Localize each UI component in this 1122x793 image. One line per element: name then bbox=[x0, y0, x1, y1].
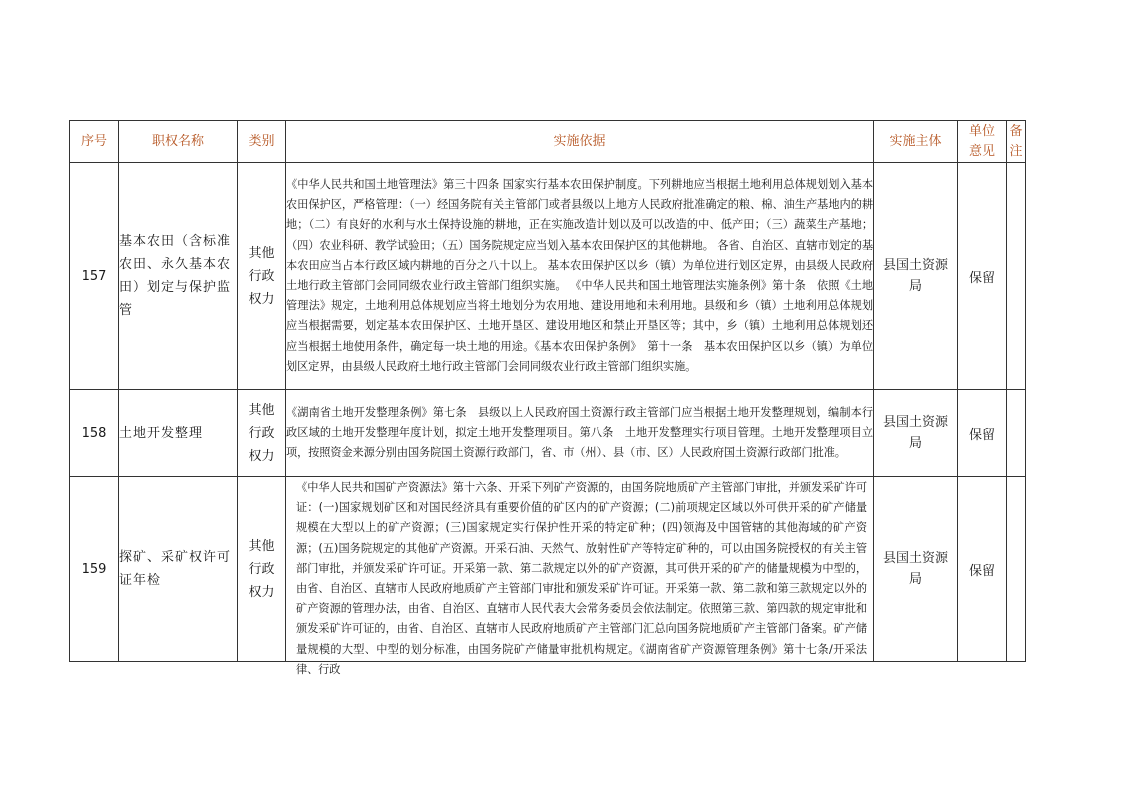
row-subject bbox=[874, 477, 958, 662]
row-basis-text: 《中华人民共和国矿产资源法》第十六条、开采下列矿产资源的，由国务院地质矿产主管部门审批，并颁发采矿许可证：(一)国家规划矿区和对国民经济具有重要价值的矿区内的矿产资源；(二)前项规定区域以外可供开采的矿产储量规模在大型以上的矿产资源；(三)国家规定实行保护性开采的特定矿种；(四)领海及中国管辖的其他海域的矿产资源；(五)国务院规定的其他矿产资源。开采石油、天然气、放射性矿产等特定矿种的，可以由国务院授权的有关主管部门审批，并颁发采矿许可证。开采第一款、第二款规定以外的矿产资源，其可供开采的矿产的储量规模为中型的，由省、自治区、直辖市人民政府地质矿产主管部门审批和颁发采矿许可证。开采第一款、第二款和第三款规定以外的矿产资源的管理办法，由省、自治区、直辖市人民代表大会常务委员会依法制定。依照第三款、第四款的规定审批和颁发采矿许可证的，由省、自治区、直辖市人民政府地质矿产主管部门汇总向国务院地质矿产主管部门备案。矿产储量规模的大型、中型的划分标准，由国务院矿产储量审批机构规定。《湖南省矿产资源管理条例》第十七条/开采法律、行政 bbox=[296, 481, 867, 676]
header-remark: 备注 bbox=[1007, 121, 1026, 163]
row-basis: 《中华人民共和国土地管理法》第三十四条 国家实行基本农田保护制度。下列耕地应当根据土地利用总体规划划入基本农田保护区，严格管理：（一）经国务院有关主管部门或者县级以上地方人民政府批准确定的粮、棉、油生产基地内的耕地；（二）有良好的水利与水土保持设施的耕地，正在实施改造计划以及可以改造的中、低产田；（三）蔬菜生产基地；（四）农业科研、教学试验田；（五）国务院规定应当划入基本农田保护区的其他耕地。 各省、自治区、直辖市划定的基本农田应当占本行政区域内耕地的百分之八十以上。 基本农田保护区以乡（镇）为单位进行划区定界，由县级人民政府土地行政主管部门会同同级农业行政主管部门组织实施。 《中华人民共和国土地管理法实施条例》第十条 依照《土地管理法》规定，土地利用总体规划应当将土地划分为农用地、建设用地和未利用地。县级和乡（镇）土地利用总体规划应当根据需要，划定基本农田保护区、土地开垦区、建设用地区和禁止开垦区等；其中，乡（镇）土地利用总体规划还应当根据土地使用条件，确定每一块土地的用途。《基本农田保护条例》 第十一条 基本农田保护区以乡（镇）为单位划区定界，由县级人民政府土地行政主管部门会同同级农业行政主管部门组织实施。 bbox=[286, 163, 874, 390]
row-subject-text: 县国土资源局 bbox=[882, 258, 948, 294]
row-basis bbox=[286, 477, 874, 676]
row-opinion: 保留 bbox=[958, 390, 1007, 477]
row-remark bbox=[1007, 163, 1026, 390]
header-subject: 实施主体 bbox=[874, 121, 958, 163]
power-list-table bbox=[69, 120, 1026, 676]
header-row bbox=[70, 121, 1026, 163]
row-subject bbox=[874, 390, 958, 477]
row-category-text: 其他行政权力 bbox=[248, 538, 275, 600]
row-remark bbox=[1007, 390, 1026, 477]
row-remark bbox=[1007, 477, 1026, 662]
header-name: 职权名称 bbox=[119, 121, 238, 163]
row-name: 基本农田（含标准农田、永久基本农田）划定与保护监管 bbox=[119, 163, 238, 390]
row-subject bbox=[874, 163, 958, 390]
header-category: 类别 bbox=[238, 121, 286, 163]
header-opinion bbox=[958, 121, 1007, 163]
row-subject-text: 县国土资源局 bbox=[882, 551, 948, 587]
table-row bbox=[70, 163, 1026, 390]
row-category bbox=[238, 163, 286, 390]
row-category-text: 其他行政权力 bbox=[248, 402, 275, 464]
header-opinion-line1: 单位 bbox=[968, 123, 995, 139]
row-opinion: 保留 bbox=[958, 477, 1007, 662]
row-seq: 159 bbox=[70, 477, 119, 662]
header-basis: 实施依据 bbox=[286, 121, 874, 163]
row-basis: 《湖南省土地开发整理条例》第七条 县级以上人民政府国土资源行政主管部门应当根据土地开发整理规划，编制本行政区域的土地开发整理年度计划，拟定土地开发整理项目。第八条 土地开发整理实行项目管理。土地开发整理项目立项，按照资金来源分别由国务院国土资源行政部门，省、市（州）、县（市、区）人民政府国土资源行政部门批准。 bbox=[286, 390, 874, 477]
row-opinion: 保留 bbox=[958, 163, 1007, 390]
row-seq: 157 bbox=[70, 163, 119, 390]
row-category bbox=[238, 477, 286, 662]
header-opinion-line2: 意见 bbox=[968, 143, 995, 159]
table-row bbox=[70, 390, 1026, 477]
row-name: 探矿、采矿权许可证年检 bbox=[119, 477, 238, 662]
row-name: 土地开发整理 bbox=[119, 390, 238, 477]
row-category-text: 其他行政权力 bbox=[248, 245, 275, 307]
row-category bbox=[238, 390, 286, 477]
header-seq: 序号 bbox=[70, 121, 119, 163]
table-row bbox=[70, 477, 1026, 662]
row-subject-text: 县国土资源局 bbox=[882, 415, 948, 451]
row-seq: 158 bbox=[70, 390, 119, 477]
